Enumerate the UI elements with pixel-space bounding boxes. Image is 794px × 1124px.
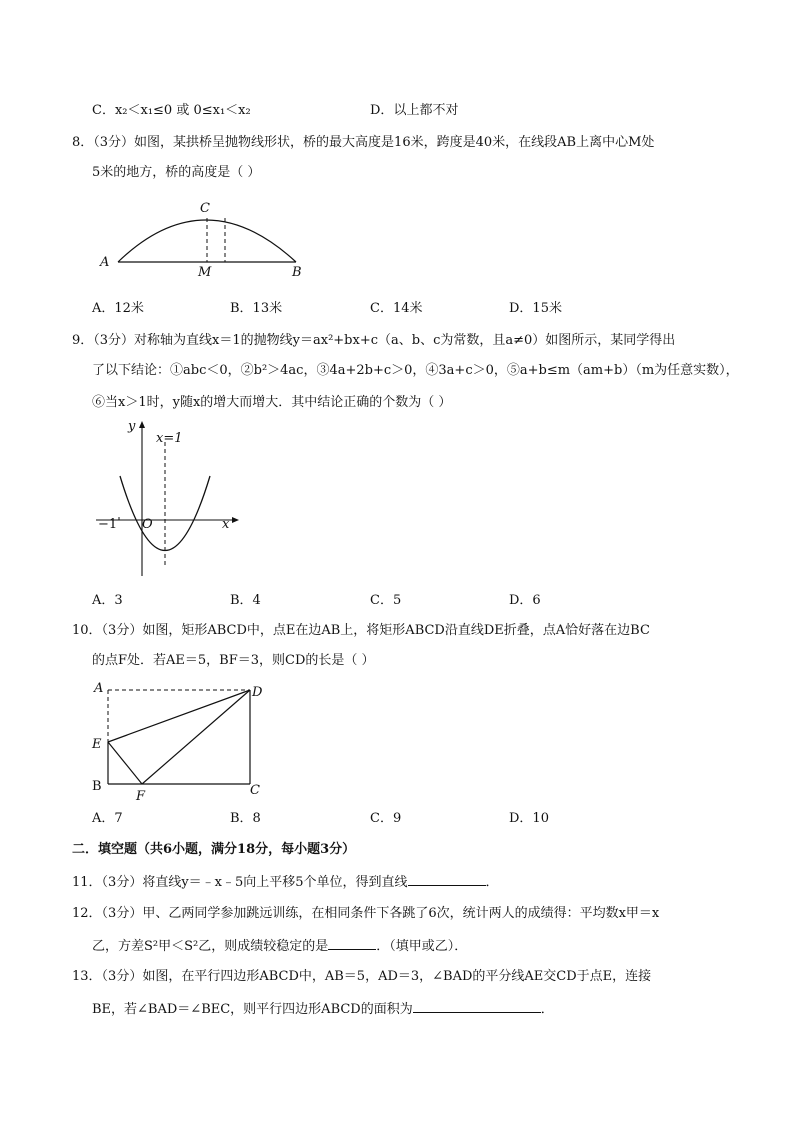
q7-option-d-text: 以上都不对 bbox=[393, 103, 459, 118]
q12-stem-3: ．（填甲或乙）． bbox=[376, 939, 468, 954]
q9-label-origin: O bbox=[142, 517, 153, 532]
q8-line2: 5米的地方，桥的高度是（ ） bbox=[92, 165, 261, 180]
q13-stem-2: BE，若∠BAD＝∠BEC，则平行四边形ABCD的面积为 bbox=[92, 1002, 413, 1017]
q7-option-d bbox=[370, 102, 458, 120]
q8-stem-1: （3分）如图，某拱桥呈抛物线形状，桥的最大高度是16米，跨度是40米，在线段AB上离中心M处 bbox=[93, 135, 655, 150]
q11-line bbox=[72, 872, 499, 892]
q8-bridge-figure bbox=[100, 196, 320, 280]
q8-option-c: C．14米 bbox=[370, 301, 423, 316]
q10-label-f: F bbox=[136, 789, 146, 804]
q9-x-arrow bbox=[232, 517, 239, 523]
q9-line2: 了以下结论：①abc＜0，②b²＞4ac，③4a+2b+c＞0，④3a+c＞0，⑤a+b≤m（am+b）（m为任意实数）， bbox=[92, 363, 739, 378]
q9-option-c: C．5 bbox=[370, 593, 402, 608]
q10-option-b: B．8 bbox=[230, 811, 261, 826]
q9-y-arrow bbox=[139, 421, 145, 428]
q13-end: ． bbox=[540, 1002, 554, 1017]
q12-stem-2: 乙，方差S²甲＜S²乙，则成绩较稳定的是 bbox=[92, 939, 329, 954]
q8-label-c: C bbox=[200, 201, 210, 216]
q10-number: 10． bbox=[72, 623, 102, 638]
q9-label-x: x bbox=[222, 517, 230, 532]
q10-option-a: A．7 bbox=[92, 811, 123, 826]
q8-label-b: B bbox=[292, 265, 302, 280]
q11-end: ． bbox=[485, 875, 499, 890]
q10-label-a: A bbox=[94, 681, 104, 696]
q13-answer-blank[interactable] bbox=[413, 999, 541, 1013]
q13-number: 13． bbox=[72, 969, 102, 984]
q9-option-d: D．6 bbox=[509, 593, 541, 608]
q9-label-y: y bbox=[128, 419, 136, 434]
q8-number: 8． bbox=[72, 135, 94, 150]
q12-line2 bbox=[92, 936, 467, 956]
q9-line3: ⑥当x＞1时，y随x的增大而增大．其中结论正确的个数为（ ） bbox=[92, 395, 452, 410]
q10-label-e: E bbox=[92, 737, 102, 752]
q7-option-c bbox=[92, 102, 251, 120]
section-2-heading: 二．填空题（共6小题，满分18分，每小题3分） bbox=[72, 842, 356, 857]
q10-option-d: D．10 bbox=[509, 811, 549, 826]
q13-line2 bbox=[92, 999, 554, 1019]
q8-option-b: B．13米 bbox=[230, 301, 283, 316]
q9-line1 bbox=[72, 332, 675, 350]
q11-stem: （3分）将直线y＝﹣x﹣5向上平移5个单位，得到直线 bbox=[101, 875, 408, 890]
q10-fold-de bbox=[108, 690, 250, 742]
q8-label-a: A bbox=[100, 255, 110, 270]
q12-line1 bbox=[72, 905, 659, 923]
q9-stem-1: （3分）对称轴为直线x＝1的抛物线y＝ax²+bx+c（a、b、c为常数，且a≠0）如图所示，某同学得出 bbox=[93, 333, 676, 348]
q13-stem-1: （3分）如图，在平行四边形ABCD中，AB＝5，AD＝3，∠BAD的平分线AE交CD于点E，连接 bbox=[101, 969, 652, 984]
q10-label-c: C bbox=[250, 783, 260, 798]
q10-rectangle-figure bbox=[90, 678, 270, 806]
q8-option-d: D．15米 bbox=[509, 301, 562, 316]
q10-segment-fd bbox=[142, 690, 250, 784]
q8-option-a: A．12米 bbox=[92, 301, 144, 316]
q9-parabola-figure bbox=[92, 418, 242, 578]
q13-line1 bbox=[72, 968, 651, 986]
q12-number: 12． bbox=[72, 906, 102, 921]
q8-line1 bbox=[72, 134, 654, 152]
q10-label-b: B bbox=[92, 779, 102, 794]
q7-option-d-label: D． bbox=[370, 103, 394, 118]
q10-line2: 的点F处．若AE＝5，BF＝3，则CD的长是（ ） bbox=[92, 653, 375, 668]
q7-option-c-text: x₂＜x₁≤0 或 0≤x₁＜x₂ bbox=[114, 103, 251, 118]
q10-label-d: D bbox=[252, 685, 263, 700]
q9-number: 9． bbox=[72, 333, 94, 348]
q9-label-axis: x=1 bbox=[156, 431, 183, 446]
q9-label-neg1: −1 bbox=[98, 517, 118, 532]
q11-answer-blank[interactable] bbox=[408, 872, 486, 886]
q10-stem-1: （3分）如图，矩形ABCD中，点E在边AB上，将矩形ABCD沿直线DE折叠，点A恰好落在边BC bbox=[101, 623, 650, 638]
q11-number: 11． bbox=[72, 875, 102, 890]
q12-answer-blank[interactable] bbox=[328, 936, 376, 950]
q9-option-b: B．4 bbox=[230, 593, 261, 608]
q10-segment-ef bbox=[108, 742, 142, 784]
q9-option-a: A．3 bbox=[92, 593, 123, 608]
q12-stem-1: （3分）甲、乙两同学参加跳远训练，在相同条件下各跳了6次，统计两人的成绩得：平均数x甲＝x bbox=[101, 906, 660, 921]
q7-option-c-label: C． bbox=[92, 103, 115, 118]
q10-option-c: C．9 bbox=[370, 811, 402, 826]
q10-line1 bbox=[72, 622, 650, 640]
q8-label-m: M bbox=[198, 265, 212, 280]
